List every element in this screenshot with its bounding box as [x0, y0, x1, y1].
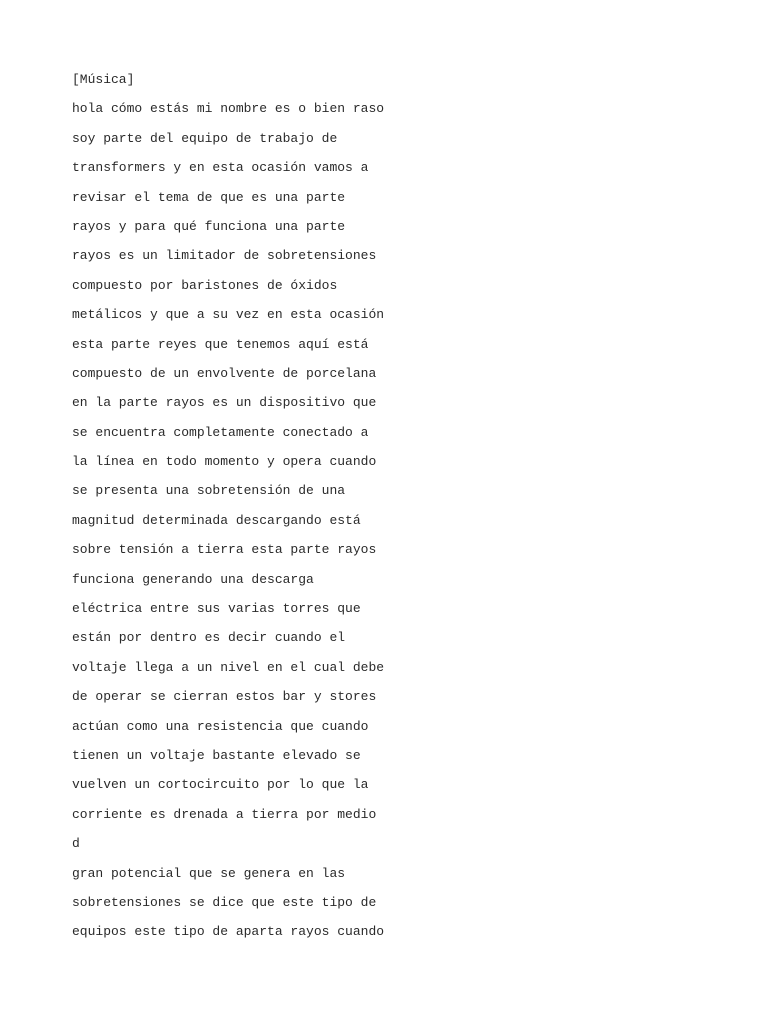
text-line: metálicos y que a su vez en esta ocasión — [72, 307, 385, 323]
text-line: en la parte rayos es un dispositivo que — [72, 395, 377, 411]
text-line: revisar el tema de que es una parte — [72, 189, 346, 205]
text-line: están por dentro es decir cuando el — [72, 630, 346, 646]
text-line: sobretensiones se dice que este tipo de — [72, 894, 377, 910]
text-line: esta parte reyes que tenemos aquí está — [72, 336, 369, 352]
text-line: soy parte del equipo de trabajo de — [72, 130, 338, 146]
text-line: se presenta una sobretensión de una — [72, 483, 346, 499]
text-line: compuesto por baristones de óxidos — [72, 277, 338, 293]
text-line: hola cómo estás mi nombre es o bien raso — [72, 101, 385, 117]
text-line: compuesto de un envolvente de porcelana — [72, 365, 377, 381]
text-line: magnitud determinada descargando está — [72, 512, 361, 528]
text-line: se encuentra completamente conectado a — [72, 424, 369, 440]
text-line: d — [72, 836, 80, 852]
text-line: de operar se cierran estos bar y stores — [72, 689, 377, 705]
text-line: funciona generando una descarga — [72, 571, 314, 587]
text-line: voltaje llega a un nivel en el cual debe — [72, 659, 385, 675]
text-line: vuelven un cortocircuito por lo que la — [72, 777, 369, 793]
transcript-text — [72, 65, 384, 947]
text-line: transformers y en esta ocasión vamos a — [72, 160, 369, 176]
text-line: la línea en todo momento y opera cuando — [72, 454, 377, 470]
text-line: equipos este tipo de aparta rayos cuando — [72, 924, 385, 940]
text-line: corriente es drenada a tierra por medio — [72, 806, 377, 822]
text-line: rayos y para qué funciona una parte — [72, 218, 346, 234]
text-line: tienen un voltaje bastante elevado se — [72, 747, 361, 763]
text-line: [Música] — [72, 72, 135, 87]
text-line: rayos es un limitador de sobretensiones — [72, 248, 377, 264]
text-line: eléctrica entre sus varias torres que — [72, 601, 361, 617]
text-line: gran potencial que se genera en las — [72, 865, 346, 881]
text-line: sobre tensión a tierra esta parte rayos — [72, 542, 377, 558]
text-line: actúan como una resistencia que cuando — [72, 718, 369, 734]
